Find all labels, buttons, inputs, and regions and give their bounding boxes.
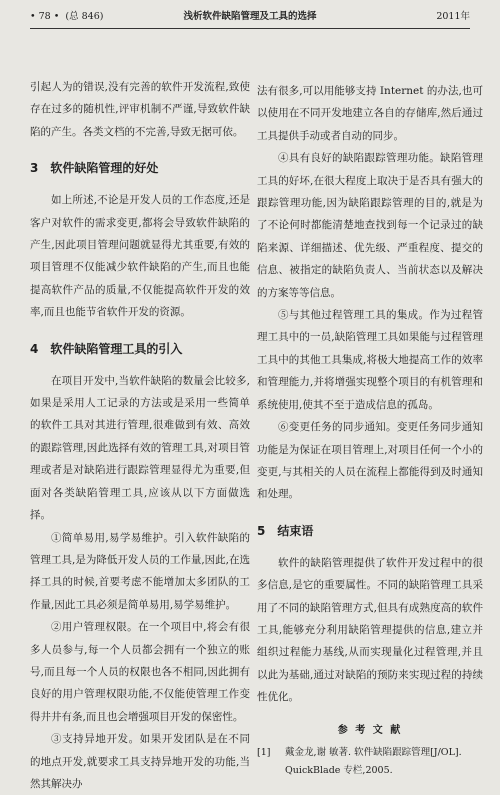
paragraph-item-4: ④具有良好的缺陷跟踪管理功能。缺陷管理工具的好坏,在很大程度上取决于是否具有强大的跟踪管理功能,因为缺陷跟踪管理的目的,就是为了不论何时都能清楚地查找到每一个记录过的缺陷来源、详细描述、优先级、严重程度、提交的信息、被指定的缺陷负责人、当前状态以及解决的方案等等信息。 <box>257 152 483 299</box>
section-5-heading <box>257 522 483 540</box>
page-number-text: • 78 • <box>30 11 60 22</box>
running-header <box>30 6 470 29</box>
section-4-paragraph-1: 在项目开发中,当软件缺陷的数量会比较多,如果是采用人工记录的方法或是采用一些简单的软件工具对其进行管理,很难做到有效、高效的跟踪管理,因此选择有效的管理工具,对项目管理或者是对缺陷进行跟踪管理显得尤为重要,但面对各类缺陷管理工具,应该从以下方面做选择。 <box>30 374 250 522</box>
section-5-paragraph: 软件的缺陷管理提供了软件开发过程中的很多信息,是它的重要属性。不同的缺陷管理工具采用了不同的缺陷管理方式,但具有成熟度高的软件工具,能够充分利用缺陷管理提供的信息,建立并组织过程能力基线,从而实现量化过程管理,并且以此为基础,通过对缺陷的预防来实现过程的持续性优化。 <box>257 556 483 704</box>
references-heading: 参 考 文 献 <box>337 724 403 736</box>
section-number: 5 <box>257 523 266 538</box>
section-3-paragraph: 如上所述,不论是开发人员的工作态度,还是客户对软件的需求变更,都将会导致软件缺陷的产生,因此项目管理问题就显得尤其重要,有效的项目管理不仅能减少软件缺陷的产生,而且也能提高软件产品的质量,不仅能提高软件开发的效率,而且也能节省软件开发的资源。 <box>30 194 250 319</box>
issue-number: (总 846) <box>65 11 104 22</box>
intro-paragraph: 引起人为的错误,没有完善的软件开发流程,致使存在过多的随机性,评审机制不严谨,导致软件缺陷的产生。各类文档的不完善,导致无据可依。 <box>30 81 250 138</box>
section-title: 结束语 <box>277 523 314 538</box>
section-number: 4 <box>30 341 39 356</box>
reference-index: [1] <box>257 746 271 758</box>
section-4-paragraph-2: ①简单易用,易学易维护。引入软件缺陷的管理工具,是为降低开发人员的工作量,因此,在选择工具的时候,首要考虑不能增加太多团队的工作量,因此工具必须是简单易用,易学易维护。 <box>30 531 251 611</box>
section-number: 3 <box>30 161 39 176</box>
paragraph-item-5: ⑤与其他过程管理工具的集成。作为过程管理工具中的一员,缺陷管理工具如果能与过程管理工具中的其他工具集成,将极大地提高工作的效率和管理能力,并将增强实现整个项目的有机管理和系统使用,使其不至于造成信息的孤岛。 <box>257 309 483 411</box>
reference-item <box>257 744 483 780</box>
right-column <box>257 80 483 780</box>
section-title: 软件缺陷管理的好处 <box>50 161 159 176</box>
section-4-heading <box>30 340 250 358</box>
paragraph-item-6: ⑥变更任务的同步通知。变更任务同步通知功能是为保证在项目管理上,对项目任何一个小的变更,与其相关的人员在流程上都能得到及时通知和处理。 <box>257 421 483 501</box>
section-3-heading <box>30 159 250 177</box>
section-4-paragraph-3: ②用户管理权限。在一个项目中,将会有很多人员参与,每一个人员都会拥有一个独立的账号,而且每一个人员的权限也各不相同,因此拥有良好的用户管理权限功能,不仅能使管理工作变得井井有条,而且也会增强项目开发的保密性。 <box>30 621 250 723</box>
section-4-paragraph-4: ③支持异地开发。如果开发团队是在不同的地点开发,就要求工具支持异地开发的功能,当然其解决办 <box>30 733 250 790</box>
left-column <box>30 76 250 795</box>
running-title: 浅析软件缺陷管理及工具的选择 <box>183 11 317 22</box>
year: 2011年 <box>436 11 470 22</box>
section-title: 软件缺陷管理工具的引入 <box>50 341 183 356</box>
reference-text: 戴金龙,谢 敏著. 软件缺陷跟踪管理[J/OL]. QuickBlade 专栏,2005. <box>285 746 462 776</box>
continued-paragraph: 法有很多,可以用能够支持 Internet 的办法,也可以使用在不同开发地建立各自的存储库,然后通过工具提供手动或者自动的同步。 <box>257 85 483 142</box>
